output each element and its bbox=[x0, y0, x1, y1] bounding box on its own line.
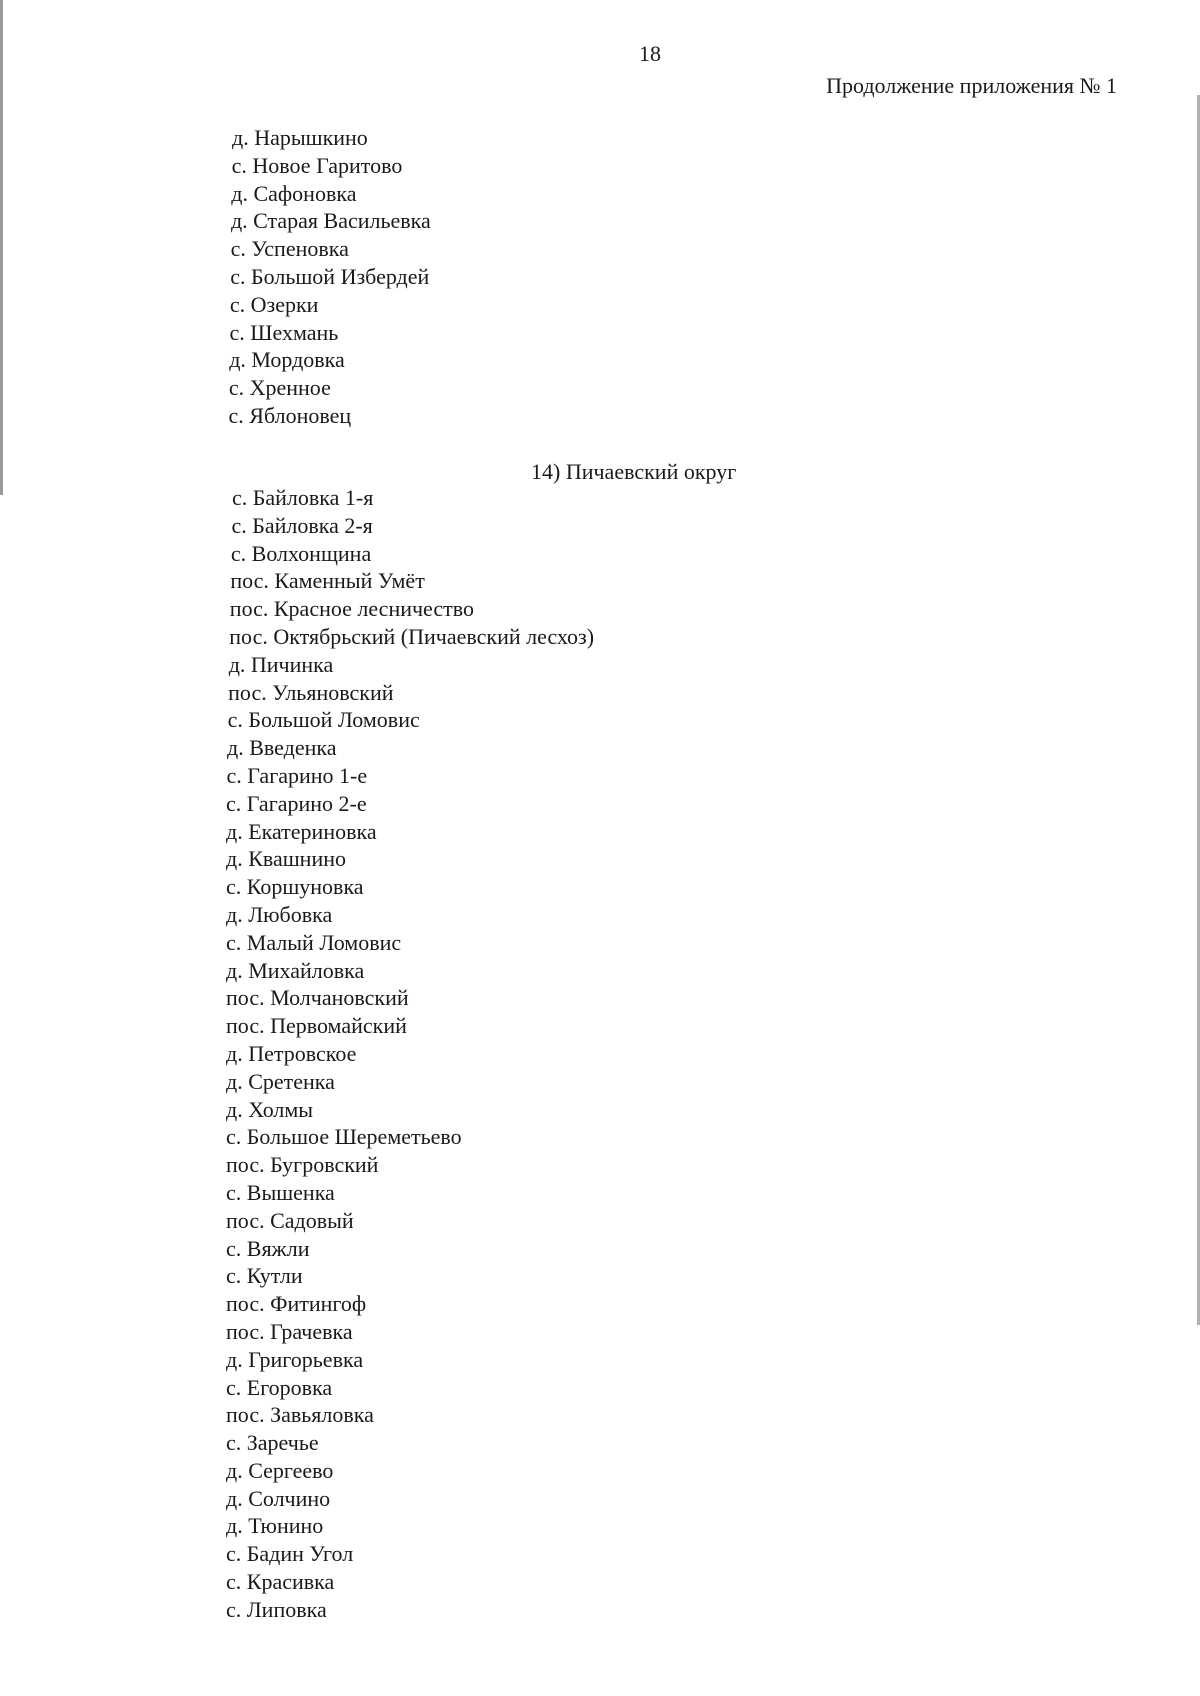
settlement-item: д. Сретенка bbox=[226, 1068, 335, 1094]
settlement-list-pichaevsky bbox=[226, 484, 926, 1624]
settlement-item: д. Любовка bbox=[226, 901, 333, 927]
settlement-item: пос. Первомайский bbox=[226, 1013, 407, 1039]
settlement-item: д. Холмы bbox=[226, 1096, 314, 1122]
settlement-item: д. Солчино bbox=[226, 1485, 331, 1511]
settlement-item: с. Кутли bbox=[226, 1263, 303, 1289]
settlement-item: с. Вяжли bbox=[226, 1235, 310, 1261]
settlement-item: с. Егоровка bbox=[226, 1374, 333, 1400]
settlement-item: с. Малый Ломовис bbox=[226, 929, 402, 955]
section-heading: 14) Пичаевский округ bbox=[531, 459, 737, 484]
settlement-item: пос. Завьяловка bbox=[226, 1402, 374, 1428]
settlement-item: с. Красивка bbox=[226, 1569, 335, 1595]
settlement-item: пос. Каменный Умёт bbox=[230, 568, 425, 594]
settlement-item: д. Тюнино bbox=[226, 1513, 324, 1539]
settlement-item: с. Гагарино 2-е bbox=[226, 790, 367, 816]
settlement-item: с. Новое Гаритово bbox=[231, 152, 403, 178]
settlement-item: д. Нарышкино bbox=[232, 125, 368, 150]
settlement-item: д. Сергеево bbox=[226, 1457, 334, 1483]
settlement-item: с. Успеновка bbox=[230, 236, 349, 262]
settlement-item: пос. Молчановский bbox=[226, 985, 409, 1011]
settlement-item: пос. Бугровский bbox=[226, 1152, 379, 1178]
settlement-item: с. Липовка bbox=[226, 1596, 327, 1622]
settlement-item: с. Байловка 1-я bbox=[232, 485, 374, 510]
scan-edge-left bbox=[0, 0, 3, 495]
settlement-item: с. Вышенка bbox=[226, 1179, 335, 1205]
settlement-item: с. Большое Шереметьево bbox=[226, 1124, 462, 1150]
settlement-list-top bbox=[226, 124, 926, 430]
settlement-item: д. Введенка bbox=[227, 735, 337, 761]
settlement-item: д. Мордовка bbox=[229, 347, 345, 373]
page-number: 18 bbox=[639, 41, 661, 66]
settlement-item: с. Заречье bbox=[226, 1430, 319, 1456]
settlement-item: с. Волхонщина bbox=[230, 540, 372, 566]
appendix-note: Продолжение приложения № 1 bbox=[826, 73, 1117, 98]
settlement-item: пос. Красное лесничество bbox=[229, 596, 474, 622]
settlement-item: д. Петровское bbox=[226, 1040, 357, 1066]
settlement-item: с. Коршуновка bbox=[226, 874, 364, 900]
settlement-item: с. Бадин Угол bbox=[226, 1541, 354, 1567]
settlement-item: д. Григорьевка bbox=[226, 1346, 364, 1372]
settlement-item: с. Хренное bbox=[228, 375, 331, 401]
settlement-item: д. Квашнино bbox=[226, 846, 346, 872]
settlement-item: с. Яблоновец bbox=[228, 402, 352, 428]
settlement-item: с. Большой Ломовис bbox=[227, 707, 420, 733]
settlement-item: пос. Ульяновский bbox=[228, 679, 394, 705]
settlement-item: д. Сафоновка bbox=[231, 180, 357, 206]
settlement-item: д. Старая Васильевка bbox=[230, 208, 431, 234]
settlement-item: пос. Октябрьский (Пичаевский лесхоз) bbox=[229, 623, 595, 649]
settlement-item: с. Гагарино 1-е bbox=[226, 762, 368, 788]
settlement-item: с. Байловка 2-я bbox=[231, 512, 373, 538]
settlement-item: с. Большой Избердей bbox=[230, 263, 430, 289]
settlement-item: д. Екатериновка bbox=[226, 818, 377, 844]
settlement-item: пос. Фитингоф bbox=[226, 1291, 367, 1317]
settlement-item: пос. Грачевка bbox=[226, 1318, 353, 1344]
settlement-item: д. Михайловка bbox=[226, 957, 365, 983]
settlement-item: пос. Садовый bbox=[226, 1207, 354, 1233]
settlement-item: с. Шехмань bbox=[229, 319, 339, 345]
settlement-item: с. Озерки bbox=[229, 291, 319, 317]
settlement-item: д. Пичинка bbox=[228, 651, 334, 677]
